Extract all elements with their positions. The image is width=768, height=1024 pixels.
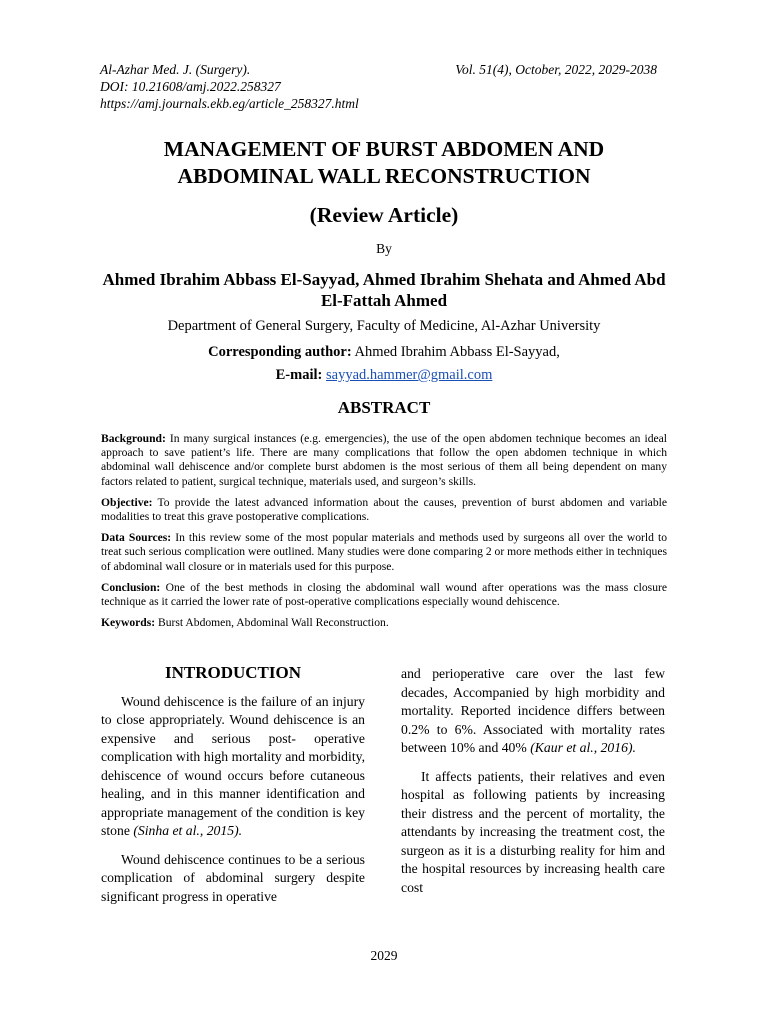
abstract-conclusion — [101, 581, 667, 609]
intro-paragraph-3 — [401, 665, 665, 758]
abstract-background — [101, 432, 667, 489]
conclusion-text: One of the best methods in closing the abdominal wall wound after operations was the mass closure technique as it carried the lower rate of post-operative complications especially wound dehiscence. — [101, 580, 668, 609]
article-url: https://amj.journals.ekb.eg/article_258327.html — [100, 96, 359, 111]
abstract — [101, 432, 667, 637]
intro-paragraph-2: Wound dehiscence continues to be a serious complication of abdominal surgery despite significant progress in operative — [101, 851, 365, 904]
email-label: E-mail: — [275, 367, 323, 383]
email-link[interactable]: sayyad.hammer@gmail.com — [325, 367, 493, 383]
article-title — [80, 136, 688, 229]
conclusion-label: Conclusion: — [101, 580, 161, 594]
objective-label: Objective: — [101, 495, 153, 509]
email-line — [0, 367, 768, 384]
department: Department of General Surgery, Faculty of Medicine, Al-Azhar University — [167, 318, 601, 334]
title-line-2: ABDOMINAL WALL RECONSTRUCTION — [177, 164, 591, 188]
background-label: Background: — [101, 432, 166, 445]
sources-label: Data Sources: — [101, 531, 172, 545]
corresponding-author — [0, 344, 768, 361]
introduction-heading: INTRODUCTION — [164, 663, 302, 682]
corresponding-name: Ahmed Ibrahim Abbass El-Sayyad, — [354, 344, 560, 360]
journal-name: Al-Azhar Med. J. (Surgery). — [100, 62, 251, 77]
intro-p3-text: and perioperative care over the last few decades, Accompanied by high morbidity and mortality. Reported incidence differs between 0.2% to 6%. Associated with mortality rates between 10% and 40% — [401, 666, 665, 755]
keywords-text: Burst Abdomen, Abdominal Wall Reconstruction. — [158, 616, 389, 630]
abstract-keywords — [101, 616, 667, 630]
citation-sinha: (Sinha et al., 2015). — [133, 823, 243, 838]
by-label: By — [376, 241, 392, 256]
intro-p1-text: Wound dehiscence is the failure of an injury to close appropriately. Wound dehiscence is an expensive and serious post- operative complication with high mortality and morbidity, dehiscence of wound occurs before cutaneous healing, and in this manner identification and appropriate management of the condition is key stone — [101, 693, 365, 838]
abstract-objective — [101, 496, 667, 524]
title-line-1: MANAGEMENT OF BURST ABDOMEN AND — [163, 137, 605, 161]
author-list: Ahmed Ibrahim Abbass El-Sayyad, Ahmed Ibrahim Shehata and Ahmed Abd El-Fattah Ahmed — [102, 270, 666, 310]
journal-header — [100, 61, 660, 112]
body-column-right — [401, 665, 665, 907]
page-number: 2029 — [370, 948, 398, 963]
body-column-left — [101, 664, 365, 916]
keywords-label: Keywords: — [101, 616, 156, 630]
article-type: (Review Article) — [309, 203, 459, 227]
citation-kaur: (Kaur et al., 2016). — [530, 740, 636, 755]
abstract-heading: ABSTRACT — [337, 398, 431, 417]
volume-info: Vol. 51(4), October, 2022, 2029-2038 — [455, 62, 657, 77]
doi: DOI: 10.21608/amj.2022.258327 — [100, 79, 281, 94]
intro-paragraph-1 — [101, 693, 365, 841]
objective-text: To provide the latest advanced information about the causes, prevention of burst abdomen and variable modalities to treat this grave postoperative complications. — [101, 495, 667, 524]
intro-paragraph-4: It affects patients, their relatives and even hospital as following patients by increasing their distress and the percent of mortality, the attendants by increasing the treatment cost, the surgeon as it is a disturbing reality for him and the hospital resources by increasing health care cost — [401, 768, 665, 895]
sources-text: In this review some of the most popular materials and methods used by surgeons all over the world to treat such serious complication were outlined. Many studies were done comparing 2 or more methods either in techniques of abdominal wall closure or in materials used for this purpose. — [101, 531, 667, 573]
corresponding-label: Corresponding author: — [208, 344, 352, 360]
background-text: In many surgical instances (e.g. emergencies), the use of the open abdomen technique becomes an ideal approach to save patient’s life. There are many complications that follow the open abdomen technique in which abdominal wall dehiscence and/or complete burst abdomen is the most serious of them all being dependent on many factors related to patient, surgical technique, materials used, and surgeon’s skills. — [101, 432, 667, 488]
abstract-data-sources — [101, 531, 667, 574]
